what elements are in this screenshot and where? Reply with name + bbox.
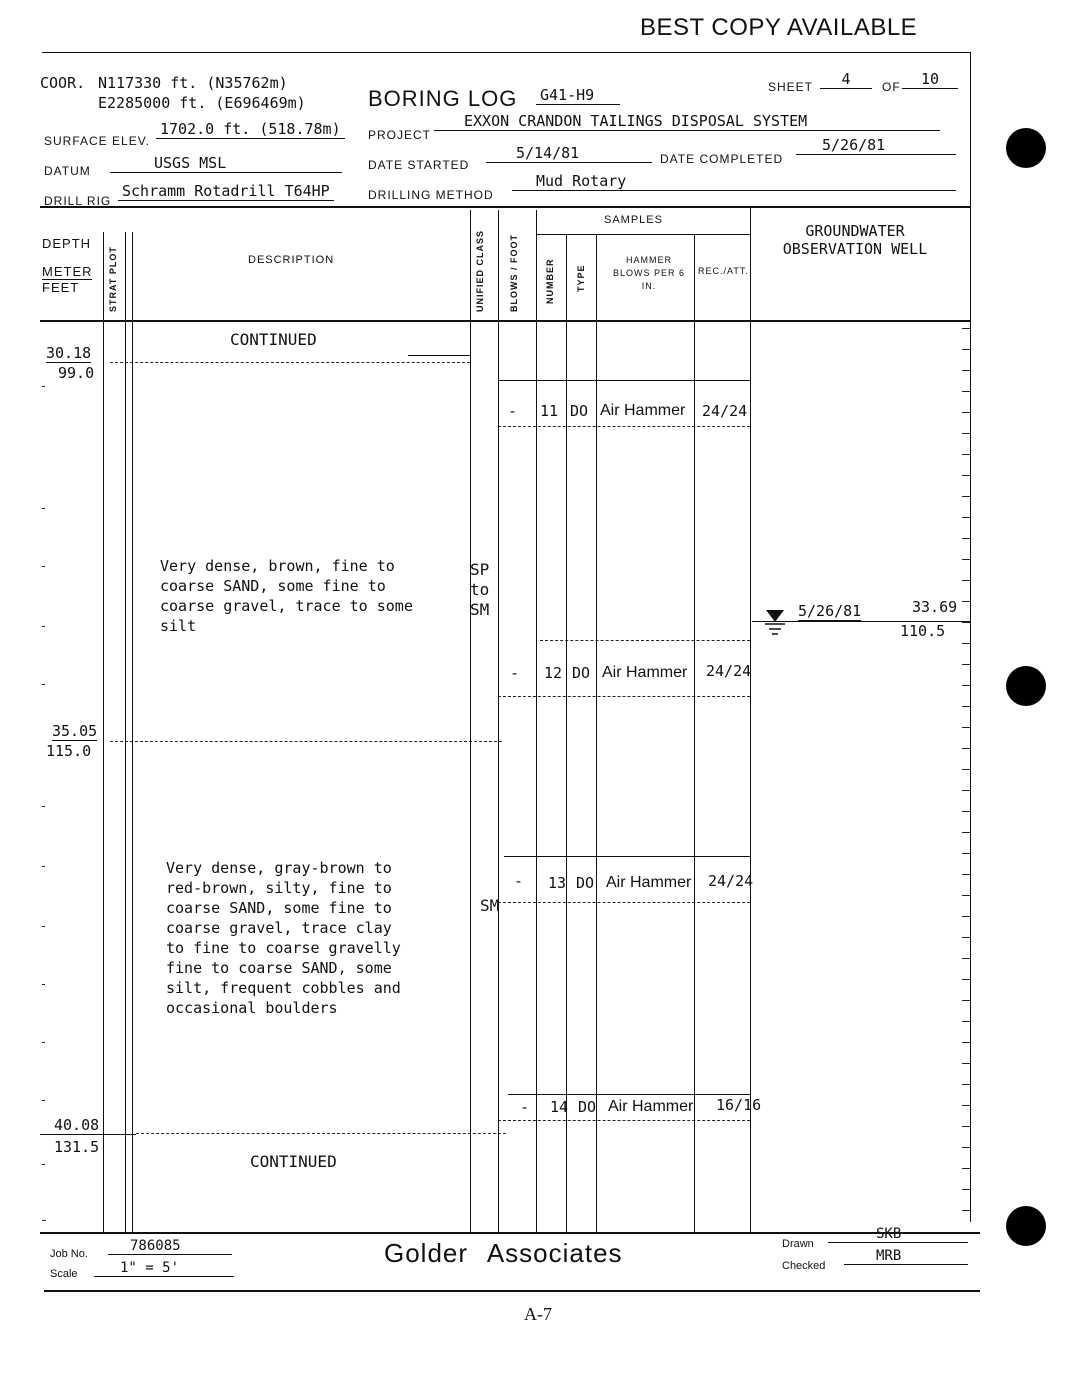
binder-hole-bottom [1006, 1206, 1046, 1246]
drill-rig: Schramm Rotadrill T64HP [118, 182, 334, 201]
sample-rec: 24/24 [702, 402, 748, 420]
blows-foot-header: BLOWS / FOOT [509, 234, 519, 312]
water-meter: 33.69 [912, 598, 958, 616]
feet-header: FEET [42, 280, 80, 295]
sample-type: DO [572, 664, 591, 682]
best-copy-stamp: BEST COPY AVAILABLE [640, 14, 918, 41]
sample-type: DO [578, 1098, 597, 1116]
number-header: NUMBER [545, 258, 555, 304]
hammer-blows-header: HAMMER BLOWS PER 6 IN. [612, 255, 686, 291]
sample-rec: 24/24 [706, 662, 752, 680]
project-label: PROJECT [368, 128, 432, 142]
stratum-3-description: Very dense, gray-brown to red-brown, silty, fine to coarse SAND, some fine to coarse gravel, trace clay to fine to coarse gravelly fine to coarse SAND, some silt, frequent cobbles and occasional boulders [166, 859, 401, 1017]
sample-hammer: Air Hammer [602, 664, 688, 681]
depth-feet-2: 115.0 [46, 742, 92, 760]
sample-number: 11 [540, 402, 559, 420]
sample-blows: - [520, 1098, 530, 1116]
stratum-3-class: SM [480, 896, 500, 915]
type-header: TYPE [576, 264, 586, 292]
water-date: 5/26/81 [798, 602, 862, 620]
drawn-label: Drawn [782, 1238, 814, 1250]
coor-easting: E2285000 ft. (E696469m) [98, 94, 306, 112]
depth-feet-1: 99.0 [58, 364, 95, 382]
depth-feet-3: 131.5 [54, 1138, 100, 1156]
depth-meter-3: 40.08 [54, 1116, 100, 1134]
surface-elev-label: SURFACE ELEV. [44, 134, 150, 148]
company-name: Golder Associates [384, 1238, 623, 1268]
sample-blows: - [508, 402, 518, 420]
scale-value: 1" = 5' [94, 1260, 234, 1277]
date-started: 5/14/81 [486, 144, 652, 163]
sample-rec: 16/16 [716, 1096, 762, 1114]
sample-rec: 24/24 [708, 872, 754, 890]
water-feet: 110.5 [900, 622, 946, 640]
scale-label: Scale [50, 1268, 78, 1280]
coor-label: COOR. [40, 74, 86, 92]
sheet-label: SHEET [768, 80, 814, 94]
sample-blows: - [514, 872, 524, 890]
datum-value: USGS MSL [110, 154, 342, 173]
datum-label: DATUM [44, 164, 91, 178]
surface-elevation: 1702.0 ft. (518.78m) [156, 120, 345, 139]
sheet-number: 4 [820, 70, 872, 89]
job-number: 786085 [108, 1238, 232, 1255]
date-completed-label: DATE COMPLETED [660, 152, 784, 166]
water-level-icon [764, 608, 788, 638]
samples-header: SAMPLES [604, 214, 663, 226]
drilling-method: Mud Rotary [512, 172, 956, 191]
binder-hole-middle [1006, 666, 1046, 706]
stratum-2-description: Very dense, brown, fine to coarse SAND, some fine to coarse gravel, trace to some silt [160, 557, 413, 635]
checked-label: Checked [782, 1260, 826, 1272]
page-number: A-7 [524, 1304, 552, 1324]
sample-number: 14 [550, 1098, 569, 1116]
date-completed: 5/26/81 [796, 136, 956, 155]
date-started-label: DATE STARTED [368, 158, 470, 172]
binder-hole-top [1006, 128, 1046, 168]
of-label: OF [882, 80, 901, 94]
coor-northing: N117330 ft. (N35762m) [98, 74, 288, 92]
sample-type: DO [576, 874, 595, 892]
rec-att-header: REC./ATT. [698, 266, 749, 276]
stratum-continued-top: CONTINUED [230, 330, 317, 349]
sample-hammer: Air Hammer [608, 1098, 694, 1115]
boring-id: G41-H9 [536, 86, 620, 105]
depth-meter-1: 30.18 [46, 344, 92, 362]
description-header: DESCRIPTION [248, 254, 335, 266]
sample-blows: - [510, 664, 520, 682]
depth-meter-2: 35.05 [52, 722, 98, 740]
drawn-by: SKB [828, 1226, 968, 1243]
meter-header: METER [42, 264, 93, 279]
sample-number: 13 [548, 874, 567, 892]
sheet-total: 10 [902, 70, 958, 89]
sample-hammer: Air Hammer [600, 402, 686, 419]
job-label: Job No. [50, 1248, 88, 1260]
unified-class-header: UNIFIED CLASS [475, 229, 485, 312]
sample-type: DO [570, 402, 589, 420]
checked-by: MRB [844, 1248, 968, 1265]
groundwater-header: GROUNDWATER OBSERVATION WELL [782, 222, 928, 258]
strat-plot-header: STRAT PLOT [108, 246, 118, 312]
drill-rig-label: DRILL RIG [44, 194, 112, 208]
stratum-2-class: SP to SM [470, 560, 490, 619]
drilling-method-label: DRILLING METHOD [368, 188, 494, 202]
sample-hammer: Air Hammer [606, 874, 692, 891]
project-name: EXXON CRANDON TAILINGS DISPOSAL SYSTEM [434, 112, 940, 131]
depth-header: DEPTH [42, 236, 92, 251]
sample-number: 12 [544, 664, 563, 682]
stratum-continued-bottom: CONTINUED [250, 1152, 337, 1171]
boring-log-title: BORING LOG [368, 86, 518, 111]
